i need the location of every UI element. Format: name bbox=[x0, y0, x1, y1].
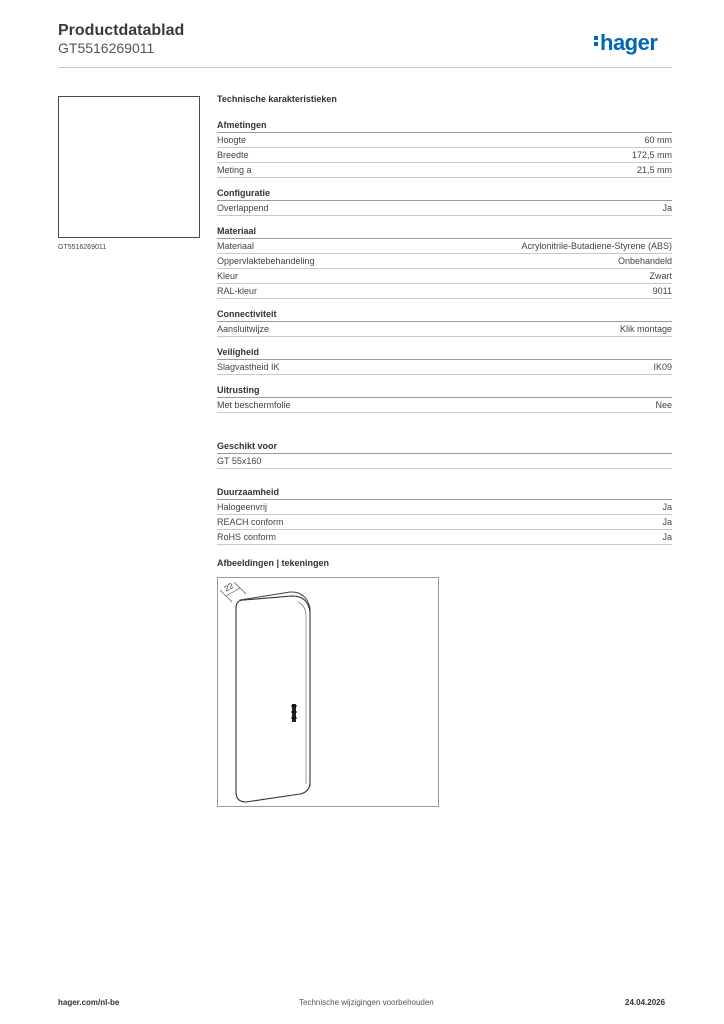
section-afmetingen bbox=[217, 120, 672, 178]
spec-row: Kleur Zwart bbox=[217, 269, 672, 284]
spec-row: Met beschermfolie Nee bbox=[217, 398, 672, 413]
section-configuratie bbox=[217, 188, 672, 216]
footer-notice: Technische wijzigingen voorbehouden bbox=[299, 998, 434, 1007]
section-heading: Geschikt voor bbox=[217, 441, 672, 454]
spec-row: Materiaal Acrylonitrile-Butadiene-Styrene (ABS) bbox=[217, 239, 672, 254]
images-title: Afbeeldingen | tekeningen bbox=[217, 558, 330, 568]
spec-row: Halogeenvrij Ja bbox=[217, 500, 672, 515]
technical-drawing bbox=[217, 577, 439, 807]
section-geschikt-voor bbox=[217, 441, 672, 469]
product-thumbnail bbox=[58, 96, 200, 238]
spec-row: RoHS conform Ja bbox=[217, 530, 672, 545]
logo-dots-icon bbox=[594, 34, 598, 48]
header-divider bbox=[58, 67, 672, 68]
spec-row: Slagvastheid IK IK09 bbox=[217, 360, 672, 375]
section-materiaal bbox=[217, 226, 672, 299]
spec-row: RAL-kleur 9011 bbox=[217, 284, 672, 299]
footer-date: 24.04.2026 bbox=[625, 998, 666, 1007]
spec-row: Breedte 172,5 mm bbox=[217, 148, 672, 163]
footer-website: hager.com/nl-be bbox=[58, 998, 120, 1007]
spec-row: Overlappend Ja bbox=[217, 201, 672, 216]
clip-icon bbox=[292, 704, 296, 722]
section-heading: Uitrusting bbox=[217, 385, 672, 398]
section-connectiviteit bbox=[217, 309, 672, 337]
spec-title: Technische karakteristieken bbox=[217, 94, 337, 104]
section-uitrusting bbox=[217, 385, 672, 413]
spec-row: Aansluitwijze Klik montage bbox=[217, 322, 672, 337]
section-heading: Duurzaamheid bbox=[217, 487, 672, 500]
thumbnail-caption: GT5516269011 bbox=[58, 244, 107, 251]
section-heading: Materiaal bbox=[217, 226, 672, 239]
hager-logo: hager bbox=[594, 30, 657, 56]
spec-row: REACH conform Ja bbox=[217, 515, 672, 530]
section-duurzaamheid bbox=[217, 487, 672, 545]
end-cap-drawing bbox=[218, 578, 438, 806]
spec-row: Oppervlaktebehandeling Onbehandeld bbox=[217, 254, 672, 269]
spec-row: GT 55x160 bbox=[217, 454, 672, 469]
spec-row: Hoogte 60 mm bbox=[217, 133, 672, 148]
product-code: GT5516269011 bbox=[58, 40, 155, 56]
dimension-label: 22 bbox=[222, 581, 235, 594]
spec-row: Meting a 21,5 mm bbox=[217, 163, 672, 178]
section-heading: Afmetingen bbox=[217, 120, 672, 133]
section-heading: Connectiviteit bbox=[217, 309, 672, 322]
section-heading: Veiligheid bbox=[217, 347, 672, 360]
page-title: Productdatablad bbox=[58, 22, 185, 39]
spec-table bbox=[217, 94, 672, 555]
section-veiligheid bbox=[217, 347, 672, 375]
section-heading: Configuratie bbox=[217, 188, 672, 201]
